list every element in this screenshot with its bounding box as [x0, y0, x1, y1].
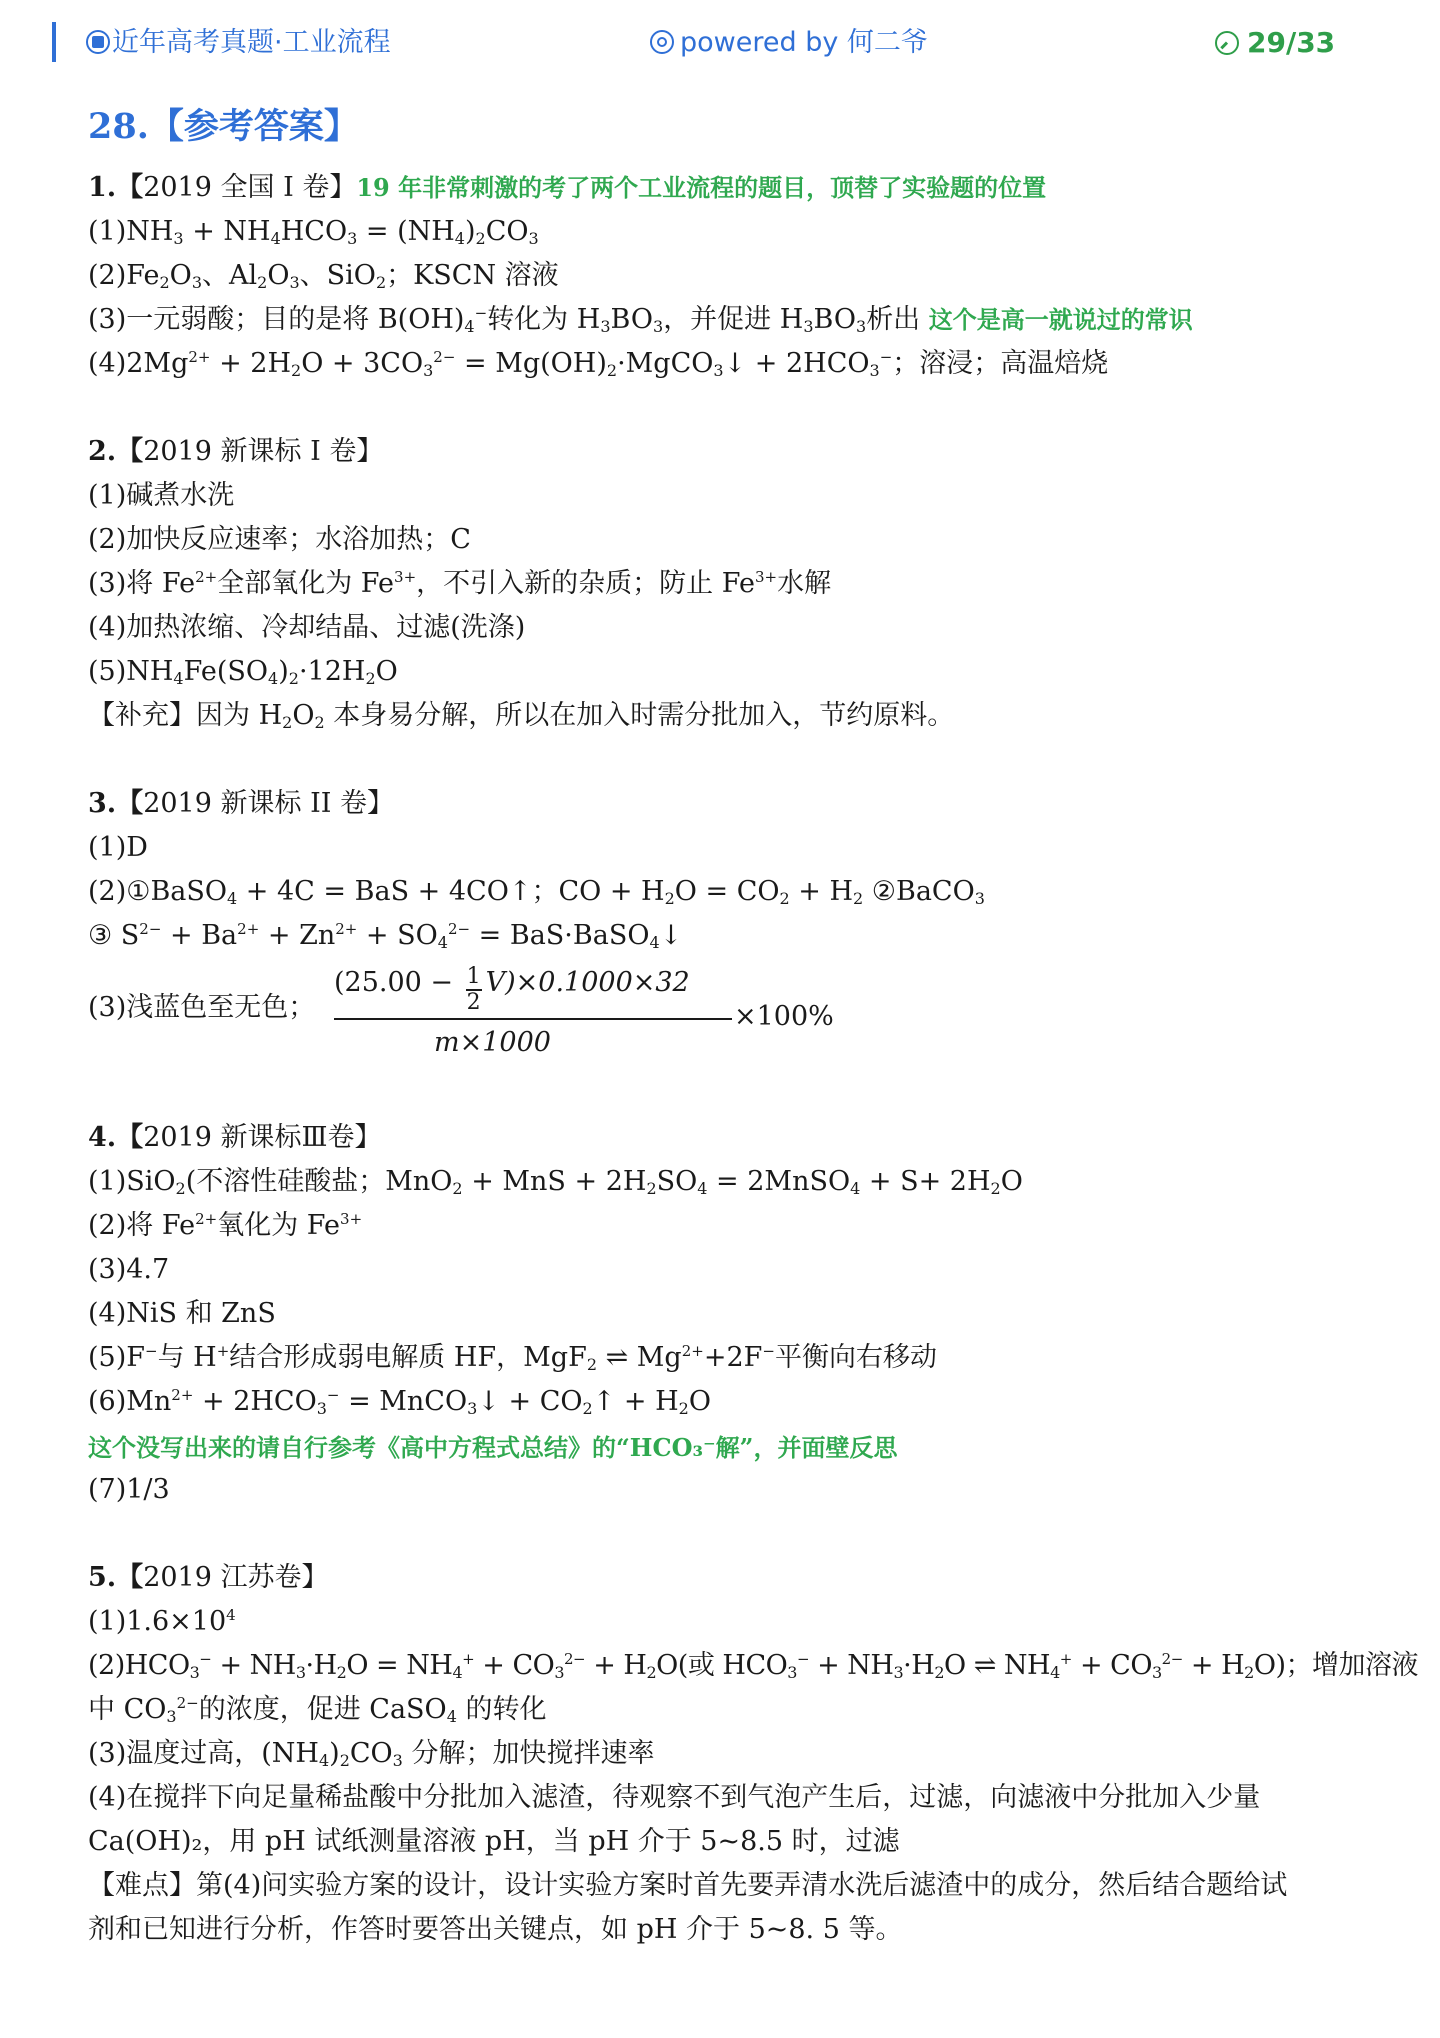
header-center-title: powered by 何二爷 — [650, 26, 928, 60]
q2-answer-2: (2)加快反应速率；水浴加热；C — [88, 524, 471, 555]
q5-heading: 5.【2019 江苏卷】 — [88, 1562, 329, 1593]
q3-answer-2-3: ③ $S^{2-} + Ba^{2+} + Zn^{2+} + SO_4^{2-}$ = BaS·BaSO$_4$↓ — [88, 920, 683, 952]
page-title: 28.【参考答案】 — [88, 106, 359, 147]
q5-answer-4: (4)在搅拌下向足量稀盐酸中分批加入滤渣，待观察不到气泡产生后，过滤，向滤液中分批加入少量 — [88, 1782, 1261, 1813]
q5-difficulty-cont: 剂和已知进行分析，作答时要答出关键点，如 pH 介于 5~8. 5 等。 — [88, 1914, 903, 1945]
q5-answer-1: $(1)1.6\times 10^4$ — [88, 1606, 236, 1637]
q2-supplement: 【补充】因为 $H_2O_2$ 本身易分解，所以在加入时需分批加入，节约原料。 — [88, 700, 955, 732]
q3-answer-3: (3)浅蓝色至无色； (25.00 − 1 2 V)×0.1000×32 m×1000 ×100% — [88, 964, 834, 1058]
q1-note: 19 年非常刺激的考了两个工业流程的题目，顶替了实验题的位置 — [356, 173, 1047, 202]
search-icon — [1215, 31, 1239, 55]
q5-difficulty: 【难点】第(4)问实验方案的设计，设计实验方案时首先要弄清水洗后滤渣中的成分，然后结合题给试 — [88, 1870, 1288, 1901]
header-left-title: 近年高考真题·工业流程 — [86, 26, 391, 60]
q1-answer-1: $(1)NH_3 + NH_4HCO_3 = (NH_4)_2CO_3$ — [88, 216, 539, 248]
q4-answer-1: (1)SiO$_2$(不溶性硅酸盐；MnO$_2$ + MnS + $2H_2SO_4$ = 2MnSO$_4$ + $S+ 2H_2O$ — [88, 1166, 1023, 1198]
q3-answer-1: (1)D — [88, 832, 148, 863]
q4-answer-5: (5)F−与 H+结合形成弱电解质 HF，MgF$_2$ ⇌ $Mg^{2+}+2F^-$平衡向右移动 — [88, 1342, 937, 1374]
q2-answer-1: (1)碱煮水洗 — [88, 480, 235, 511]
q4-answer-3: (3)4.7 — [88, 1254, 170, 1285]
q1-heading: 1.【2019 全国 I 卷】19 年非常刺激的考了两个工业流程的题目，顶替了实验题的位置 — [88, 172, 1047, 203]
header-accent-bar — [52, 22, 56, 62]
q1-answer-3: (3)一元弱酸；目的是将 $B(OH)_4^-$转化为 $H_3BO_3$，并促进 $H_3BO_3$析出 这个是高一就说过的常识 — [88, 304, 1193, 336]
q5-answer-2-cont: 中 $CO_3^{2-}$的浓度，促进 CaSO$_4$ 的转化 — [88, 1694, 547, 1726]
q4-answer-7: (7)1/3 — [88, 1474, 170, 1505]
q3-heading: 3.【2019 新课标 II 卷】 — [88, 788, 394, 819]
q1-answer-4: $(4)2Mg^{2+} + 2H_2O + 3CO_3^{2-}$ = $Mg(OH)_2\cdot MgCO_3↓ + 2HCO_3^-$；溶浸；高温焙烧 — [88, 348, 1109, 380]
q4-answer-2: (2)将 $Fe^{2+}$氧化为 $Fe^{3+}$ — [88, 1210, 363, 1241]
q2-answer-3: (3)将 $Fe^{2+}$全部氧化为 $Fe^{3+}$，不引入新的杂质；防止 $Fe^{3+}$水解 — [88, 568, 832, 599]
page-header — [0, 0, 1440, 90]
q4-note: 这个没写出来的请自行参考《高中方程式总结》的“HCO₃⁻解”，并面壁反思 — [88, 1433, 898, 1462]
q5-answer-2: $(2)HCO_3^- + NH_3\cdot H_2O = NH_4^+ + CO_3^{2-} + H_2O$(或 $HCO_3^- + NH_3\cdot H_2O$ ⇌ $NH_4^+ + CO_3^{2-} + H_2O$)；增加溶液 — [88, 1650, 1418, 1682]
q4-heading: 4.【2019 新课标Ⅲ卷】 — [88, 1122, 382, 1153]
q2-answer-5: $(5)NH_4Fe(SO_4)_2\cdot 12H_2O$ — [88, 656, 398, 688]
q1-answer-2: $(2)Fe_2O_3$、$Al_2O_3$、SiO$_2$；KSCN 溶液 — [88, 260, 559, 292]
q2-heading: 2.【2019 新课标 I 卷】 — [88, 436, 384, 467]
q4-answer-6: $(6)Mn^{2+} + 2HCO_3^-$ = MnCO$_3$↓ + $CO_2↑ + H_2O$ — [88, 1386, 711, 1418]
settings-icon — [650, 30, 674, 54]
q2-answer-4: (4)加热浓缩、冷却结晶、过滤(洗涤) — [88, 612, 526, 643]
q5-answer-3: (3)温度过高，$(NH_4)_2CO_3$ 分解；加快搅拌速率 — [88, 1738, 655, 1770]
q3-answer-2: (2)①BaSO$_4$ + 4C = BaS + 4CO↑；CO + $H_2O = CO_2 + H_2$ ②BaCO$_3$ — [88, 876, 985, 908]
q5-answer-4-cont: Ca(OH)₂，用 pH 试纸测量溶液 pH，当 pH 介于 5~8.5 时，过滤 — [88, 1826, 900, 1857]
q1-note-2: 这个是高一就说过的常识 — [928, 305, 1193, 334]
q4-answer-4: (4)NiS 和 ZnS — [88, 1298, 276, 1329]
record-icon — [86, 30, 110, 54]
page-indicator: 29/33 — [1215, 26, 1335, 60]
